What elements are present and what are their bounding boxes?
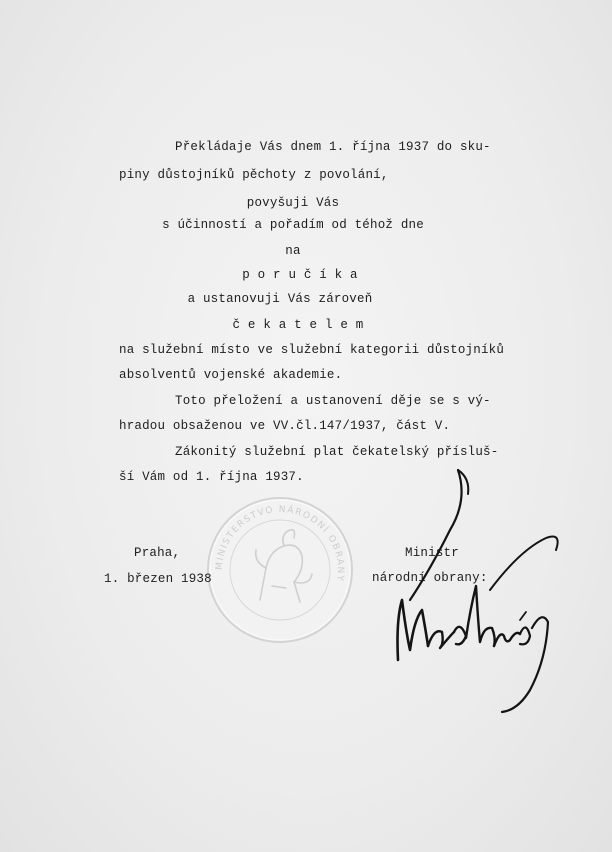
body-line-4: s účinností a pořadím od téhož dne <box>162 218 424 232</box>
body-line-14: ší Vám od 1. října 1937. <box>119 470 304 484</box>
position-line: č e k a t e l e m <box>232 318 364 332</box>
body-line-2: piny důstojníků pěchoty z povolání, <box>119 168 389 182</box>
embossed-seal <box>200 490 360 650</box>
signatory-title: Ministr <box>405 546 459 560</box>
issue-date: 1. březen 1938 <box>104 572 212 586</box>
body-line-12: hradou obsaženou ve VV.čl.147/1937, část V. <box>119 419 451 433</box>
body-line-3: povyšuji Vás <box>246 196 340 210</box>
seal-text: MINISTERSTVO NÁRODNÍ OBRANY <box>214 504 346 583</box>
rank-line: p o r u č í k a <box>242 268 358 282</box>
place-label: Praha, <box>134 546 181 560</box>
body-line-1: Překládaje Vás dnem 1. října 1937 do sku- <box>175 140 491 154</box>
body-line-5: na <box>285 244 301 258</box>
body-line-9: na služební místo ve služební kategorii důstojníků <box>119 343 505 357</box>
body-line-11: Toto přeložení a ustanovení děje se s vý- <box>175 394 491 408</box>
body-line-10: absolventů vojenské akademie. <box>119 368 343 382</box>
body-line-13: Zákonitý služební plat čekatelský přísluš- <box>175 445 499 459</box>
handwritten-signature <box>370 460 570 720</box>
signatory-ministry: národní obrany: <box>372 571 488 585</box>
body-line-7: a ustanovuji Vás zároveň <box>187 292 373 306</box>
